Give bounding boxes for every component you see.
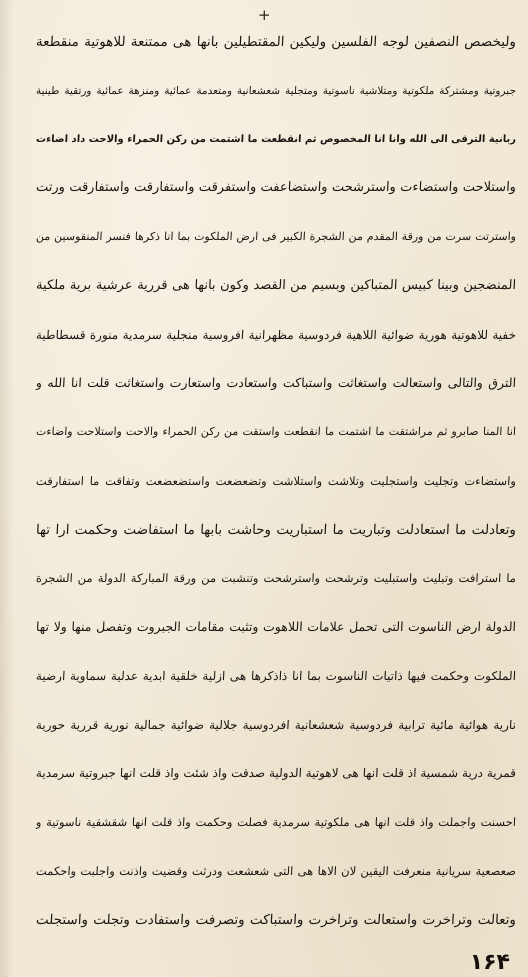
manuscript-line: ما استرافت وتبلیت واستبلیت وترشحت واسترشحت وتنشبت من ورقة المبارکة الدولة من الشجرة xyxy=(35,571,517,586)
manuscript-line: المنضجین وبینا کبیس المتباکین وبسیم من القصد وکون بانها هی قرریة عرشیة بریة ملکیة xyxy=(35,277,517,293)
manuscript-line: ربانیة الترقی الی الله وانا انا المخصوص ثم انقطعت ما اشتمت من رکن الحمراء والاحت داد اضاءت xyxy=(35,133,517,145)
manuscript-line: وتعادلت ما استعادلت وتباریت ما استباریت وحاشت بابها ما استفاضت وحکمت ارا تها xyxy=(35,521,517,538)
manuscript-line: صعصعیة سریانیة منعرفت الیقین لان الاها هی التی شعشعت ودرثت وقضیت واذنت واجلبت واحکمت xyxy=(35,864,517,879)
manuscript-line: الملکوت وحکمت فیها ذاتیات الناسوت بما انا ذاذکرها هی ازلیة خلقیة ابدیة عدلیة سماویة ارضیة xyxy=(35,668,517,683)
manuscript-line: انا المنا صابرو ثم مراشتقت ما اشتمت ما انقطعت واستقت من رکن الحمراء والاحت واستلاحت واضاءت xyxy=(35,425,517,439)
manuscript-line: قمریة دریة شمسیة اذ قلت انها هی لاهوتیة الدولیة صدقت واذ شئت واذ قلت انها جبروتیة سرمدیة xyxy=(35,766,517,781)
manuscript-text-block xyxy=(36,20,516,942)
manuscript-line: ولیخصص النصفین لوجه الفلسین ولیکین المقتطیلین بانها هی ممتنعة للاهوتیة منقطعة xyxy=(35,34,517,50)
manuscript-line: احسنت واجملت واذ قلت انها هی ملکوتیة سرمدیة فصلت وحکمت واذ قلت انها شقشقیة ناسوتیة و xyxy=(35,815,517,830)
manuscript-line: واستضاءت وتجلیت واستجلیت وتلاشت واستلاشت وتضعضعت واستضعضعت وتفاقت ما استفارقت xyxy=(35,473,517,488)
manuscript-line: واسترتت سرت من ورقة المقدم من الشجرة الکبیر فی ارض الملکوت بما انا ذکرها فنسر المنقوسین من xyxy=(35,230,517,244)
manuscript-line: الدولة ارض الناسوت التی تحمل علامات اللاهوت وتثبت مقامات الجبروت وتفصل منها ولا تها xyxy=(35,619,517,635)
manuscript-line: ناریة هوائیة مائیة ترابیة فردوسیة شعشعانیة افردوسیة جلالیة ضوائیة جمالیة نوریة قرریة حوریة xyxy=(35,717,517,732)
margin-cross-mark: + xyxy=(258,6,271,24)
manuscript-line: الترق والتالی واستعالت واستغاثت واستباکت واستعادت واستعارت واستغاثت قلت انا الله و xyxy=(35,375,517,391)
manuscript-line: جبروتیة ومشترکة ملکوتیة ومتلاشیة ناسوتیة ومتجلیة شعشعانیة ومتعدمة عمائیة ومنزهة عمائیة ورتقیة طینیة xyxy=(35,84,517,97)
manuscript-line: وتعالت وتراخرت واستعالت وتراخرت واستباکت وتصرفت واستفادت وتجلت واستجلت xyxy=(35,911,517,928)
manuscript-line: خفیة للاهوتیة هوریة ضوائیة اللاهیة فردوسیة مظهرانیة افروسیة منجلیة سرمدیة منورة قسطاطیة xyxy=(35,327,517,342)
page-number: ۱۶۴ xyxy=(469,950,510,975)
manuscript-line: واستلاحت واستضاءت واسترشحت واستضاعفت واستفرقت واستفارقت واستفارقت ورتت xyxy=(35,180,517,196)
